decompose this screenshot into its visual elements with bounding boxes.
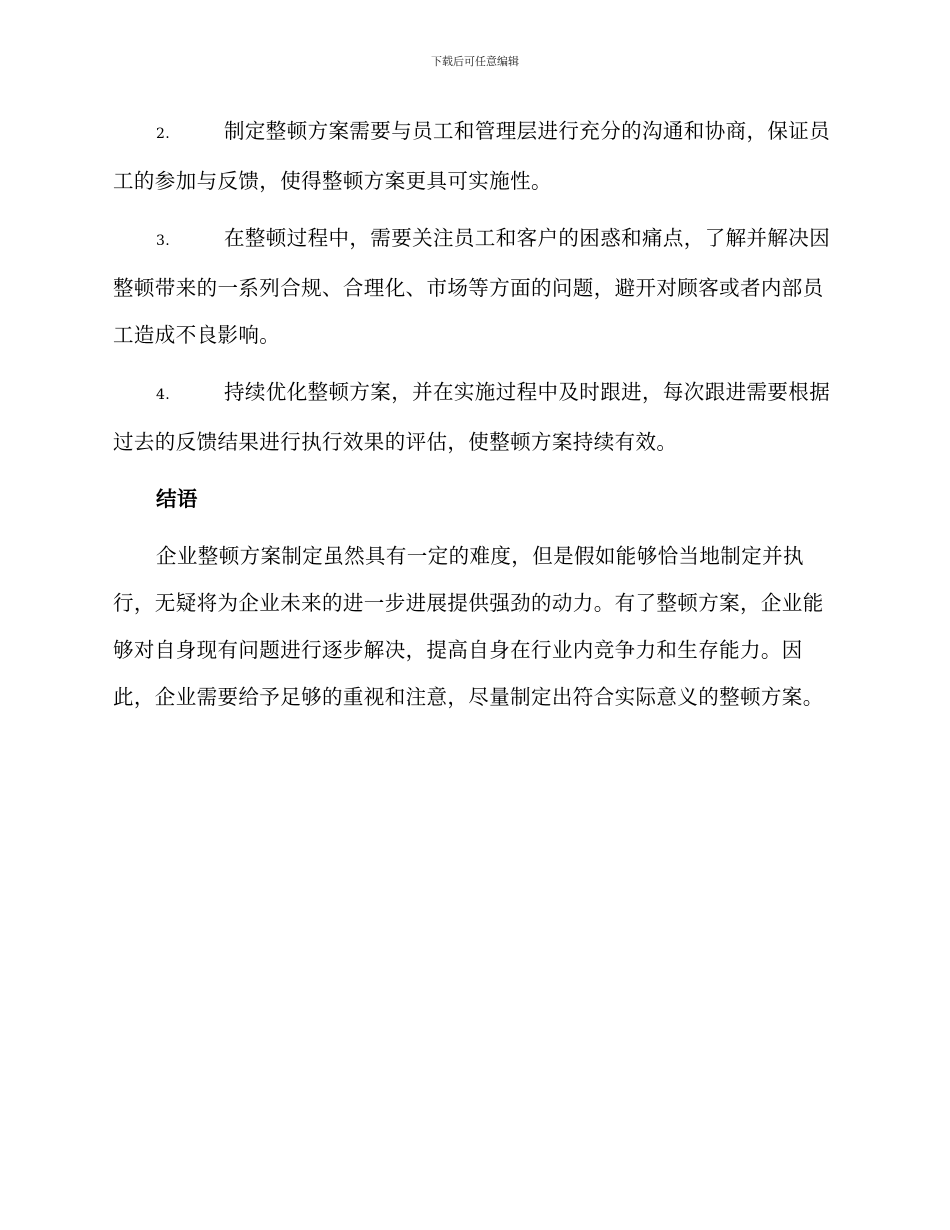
list-item-number: 4. — [156, 387, 171, 403]
page-header-note: 下载后可任意编辑 — [431, 55, 519, 68]
list-item-text: 在整顿过程中，需要关注员工和客户的困惑和痛点，了解并解决因整顿带来的一系列合规、合理化、市场等方面的问题，避开对顾客或者内部员工造成不良影响。 — [113, 226, 831, 347]
section-heading-conclusion: 结语 — [156, 487, 198, 511]
list-item-text: 持续优化整顿方案，并在实施过程中及时跟进，每次跟进需要根据过去的反馈结果进行执行效果的评估，使整顿方案持续有效。 — [113, 380, 831, 454]
list-item — [113, 369, 833, 466]
list-item-text: 制定整顿方案需要与员工和管理层进行充分的沟通和协商，保证员工的参加与反馈，使得整顿方案更具可实施性。 — [113, 119, 831, 193]
list-item — [113, 108, 833, 205]
list-item-number: 2. — [156, 126, 171, 142]
list-item — [113, 215, 833, 359]
document-body — [113, 108, 833, 731]
list-item-number: 3. — [156, 233, 171, 249]
conclusion-paragraph: 企业整顿方案制定虽然具有一定的难度，但是假如能够恰当地制定并执行，无疑将为企业未来的进一步进展提供强劲的动力。有了整顿方案，企业能够对自身现有问题进行逐步解决，提高自身在行业内竞争力和生存能力。因此，企业需要给予足够的重视和注意，尽量制定出符合实际意义的整顿方案。 — [113, 544, 824, 709]
